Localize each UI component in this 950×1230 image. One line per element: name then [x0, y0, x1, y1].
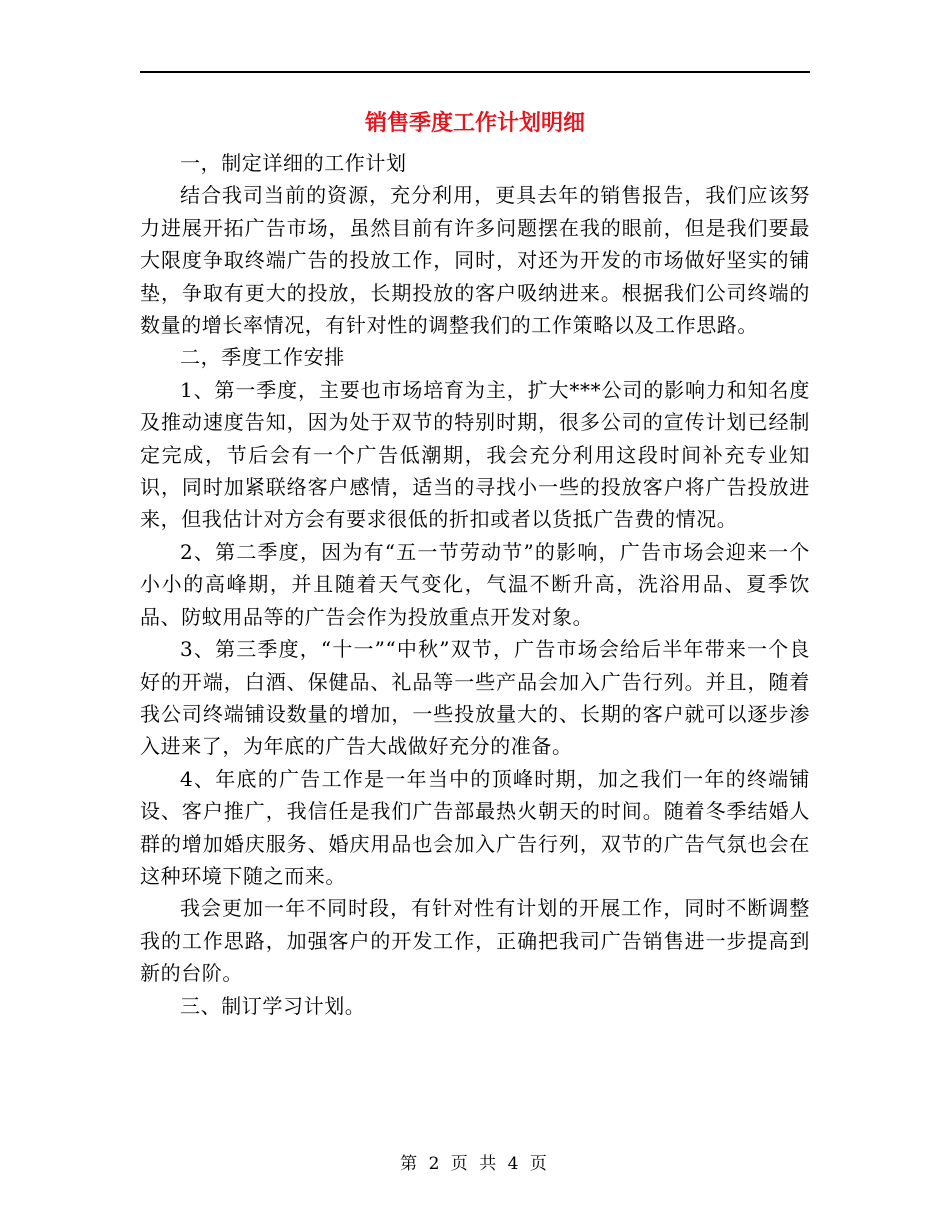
header-rule [140, 71, 810, 73]
section-heading-plan: 一，制定详细的工作计划 [180, 151, 407, 175]
page-footer: 第 2 页 共 4 页 [400, 1154, 550, 1174]
paragraph-q3: 3、第三季度，“十一”“中秋”双节，广告市场会给后半年带来一个良好的开端，白酒、保健品、礼品等一些产品会加入广告行列。并且，随着我公司终端铺设数量的增加，一些投放量大的、长期的客户就可以逐步渗入进来了，为年底的广告大战做好充分的准备。 [140, 637, 810, 759]
paragraph-summary: 我会更加一年不同时段，有针对性有计划的开展工作，同时不断调整我的工作思路，加强客户的开发工作，正确把我司广告销售进一步提高到新的台阶。 [140, 896, 810, 986]
paragraph-q4: 4、年底的广告工作是一年当中的顶峰时期，加之我们一年的终端铺设、客户推广，我信任是我们广告部最热火朝天的时间。随着冬季结婚人群的增加婚庆服务、婚庆用品也会加入广告行列，双节的广告气氛也会在这种环境下随之而来。 [140, 766, 810, 888]
paragraph-q2: 2、第二季度，因为有“五一节劳动节”的影响，广告市场会迎来一个小小的高峰期，并且随着天气变化，气温不断升高，洗浴用品、夏季饮品、防蚊用品等的广告会作为投放重点开发对象。 [140, 539, 810, 629]
section-heading-study: 三、制订学习计划。 [180, 993, 366, 1018]
paragraph-plan-details: 结合我司当前的资源，充分利用，更具去年的销售报告，我们应该努力进展开拓广告市场，虽然目前有许多问题摆在我的眼前，但是我们要最大限度争取终端广告的投放工作，同时，对还为开发的市场做好坚实的铺垫，争取有更大的投放，长期投放的客户吸纳进来。根据我们公司终端的数量的增长率情况，有针对性的调整我们的工作策略以及工作思路。 [140, 183, 810, 338]
document-body [140, 147, 810, 1022]
document-title: 销售季度工作计划明细 [364, 111, 585, 136]
paragraph-q1: 1、第一季度，主要也市场培育为主，扩大***公司的影响力和知名度及推动速度告知，因为处于双节的特别时期，很多公司的宣传计划已经制定完成，节后会有一个广告低潮期，我会充分利用这段时间补充专业知识，同时加紧联络客户感情，适当的寻找小一些的投放客户将广告投放进来，但我估计对方会有要求很低的折扣或者以货抵广告费的情况。 [140, 377, 810, 532]
section-heading-quarterly: 二，季度工作安排 [180, 345, 345, 370]
